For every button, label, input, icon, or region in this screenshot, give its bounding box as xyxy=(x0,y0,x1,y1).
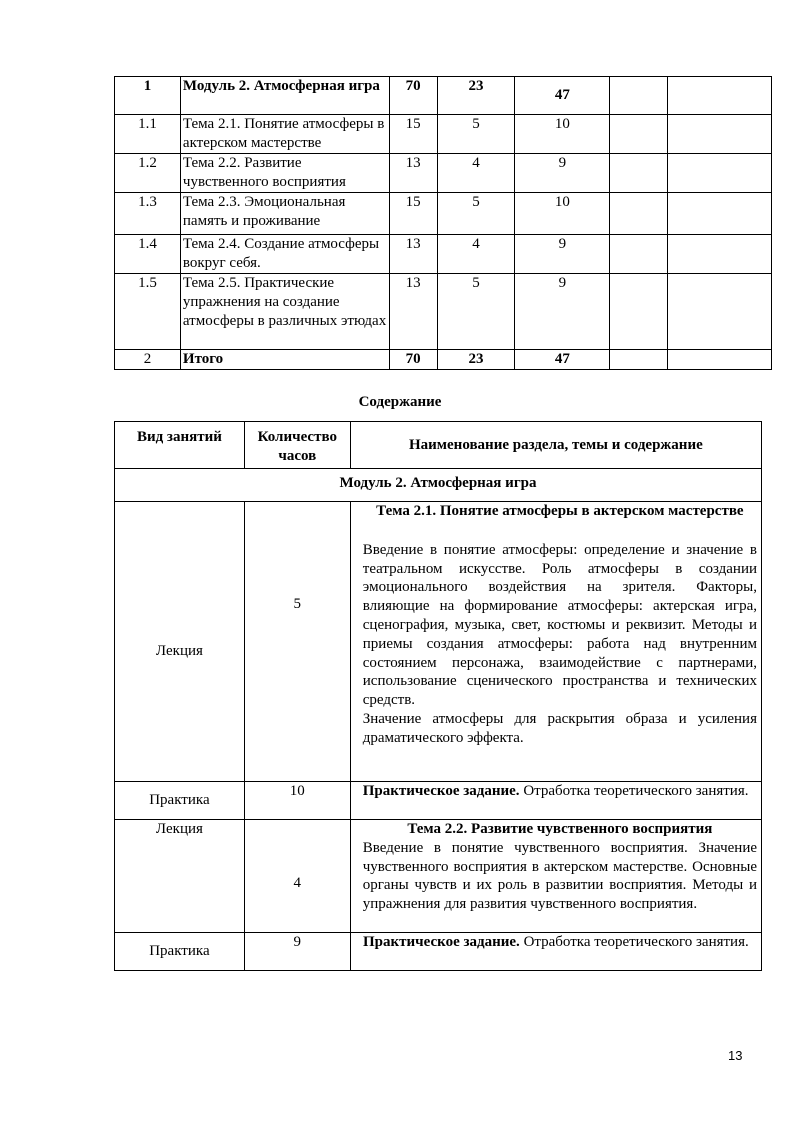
section-heading: Содержание xyxy=(358,394,442,410)
row-name: Тема 2.1. Понятие атмосферы в актерском мастерстве xyxy=(180,115,389,154)
row-practice: 10 xyxy=(515,193,610,235)
row-practice: 9 xyxy=(515,154,610,193)
header-type: Вид занятий xyxy=(115,422,245,469)
task-label: Практическое задание. xyxy=(363,934,520,950)
table-row xyxy=(115,820,762,933)
empty-cell xyxy=(668,274,772,350)
row-total: 13 xyxy=(389,154,437,193)
task-text: Отработка теоретического занятия. xyxy=(523,783,749,799)
header-title: Наименование раздела, темы и содержание xyxy=(350,422,761,469)
empty-cell xyxy=(610,235,668,274)
lesson-hours: 9 xyxy=(244,933,350,971)
table-row xyxy=(115,782,762,820)
task-label: Практическое задание. xyxy=(362,783,520,799)
page-number: 13 xyxy=(728,1048,743,1063)
header-hours: Количество часов xyxy=(244,422,350,469)
row-practice: 9 xyxy=(515,235,610,274)
empty-cell xyxy=(610,154,668,193)
row-number: 1 xyxy=(115,77,181,115)
row-name: Тема 2.4. Создание атмосферы вокруг себя. xyxy=(180,235,389,274)
topic-title: Тема 2.1. Понятие атмосферы в актерском мастерстве xyxy=(376,503,744,519)
row-number: 1.5 xyxy=(115,274,181,350)
table-row xyxy=(115,154,772,193)
lesson-type: Лекция xyxy=(115,502,245,782)
row-number: 1.3 xyxy=(115,193,181,235)
row-total: 13 xyxy=(389,235,437,274)
row-name: Тема 2.2. Развитие чувственного восприятия xyxy=(180,154,389,193)
empty-cell xyxy=(668,350,772,370)
lesson-type: Лекция xyxy=(115,820,245,933)
lesson-type: Практика xyxy=(115,933,245,971)
empty-cell xyxy=(668,154,772,193)
topic-title: Тема 2.2. Развитие чувственного восприятия xyxy=(407,821,713,837)
table-row xyxy=(115,350,772,370)
module-row xyxy=(115,469,762,502)
row-name: Итого xyxy=(180,350,389,370)
row-number: 2 xyxy=(115,350,181,370)
row-theory: 23 xyxy=(437,350,515,370)
table-row xyxy=(115,193,772,235)
table-row xyxy=(115,235,772,274)
empty-cell xyxy=(610,115,668,154)
row-practice: 47 xyxy=(515,77,610,115)
empty-cell xyxy=(610,350,668,370)
table-row xyxy=(115,115,772,154)
row-total: 13 xyxy=(389,274,437,350)
empty-cell xyxy=(668,115,772,154)
row-name: Модуль 2. Атмосферная игра xyxy=(180,77,389,115)
header-row xyxy=(115,422,762,469)
row-number: 1.4 xyxy=(115,235,181,274)
plan-table xyxy=(114,76,772,370)
row-theory: 4 xyxy=(437,154,515,193)
row-total: 70 xyxy=(389,350,437,370)
task-content xyxy=(350,933,761,971)
row-practice: 47 xyxy=(515,350,610,370)
row-number: 1.2 xyxy=(115,154,181,193)
row-practice: 9 xyxy=(515,274,610,350)
row-number: 1.1 xyxy=(115,115,181,154)
task-text: Отработка теоретического занятия. xyxy=(523,934,749,950)
module-title: Модуль 2. Атмосферная игра xyxy=(115,469,762,502)
lesson-hours: 10 xyxy=(244,782,350,820)
empty-cell xyxy=(610,274,668,350)
table-row xyxy=(115,77,772,115)
row-theory: 5 xyxy=(437,193,515,235)
lesson-content xyxy=(350,502,761,782)
row-theory: 5 xyxy=(437,115,515,154)
row-name: Тема 2.3. Эмоциональная память и проживание xyxy=(180,193,389,235)
row-theory: 23 xyxy=(437,77,515,115)
table-row xyxy=(115,502,762,782)
row-theory: 5 xyxy=(437,274,515,350)
topic-paragraph: Значение атмосферы для раскрытия образа и усиления драматического эффекта. xyxy=(362,710,757,746)
empty-cell xyxy=(610,77,668,115)
row-total: 15 xyxy=(389,193,437,235)
empty-cell xyxy=(668,193,772,235)
topic-paragraph: Введение в понятие атмосферы: определение и значение в театральном искусстве. Роль атмосферы в создании эмоционального воздействия на зрителя. Факторы, влияющие на формирование атмосферы: актерская игра, сценография, музыка, свет, костюмы и реквизит. Методы и приемы создания атмосферы: работа над внутренним состоянием персонажа, взаимодействие с партнерами, использование сценического пространства и технических средств. xyxy=(362,541,757,709)
lesson-hours: 5 xyxy=(244,502,350,782)
row-total: 70 xyxy=(389,77,437,115)
table-row xyxy=(115,933,762,971)
table-row xyxy=(115,274,772,350)
task-content xyxy=(350,782,761,820)
empty-cell xyxy=(610,193,668,235)
lesson-content xyxy=(350,820,761,933)
empty-cell xyxy=(668,235,772,274)
row-practice: 10 xyxy=(515,115,610,154)
lesson-hours: 4 xyxy=(244,820,350,933)
row-name: Тема 2.5. Практические упражнения на создание атмосферы в различных этюдах xyxy=(180,274,389,350)
row-theory: 4 xyxy=(437,235,515,274)
lesson-type: Практика xyxy=(115,782,245,820)
content-table xyxy=(114,421,762,971)
topic-paragraph: Введение в понятие чувственного восприятия. Значение чувственного восприятия в актерском мастерстве. Основные органы чувств и их роль в развитии восприятия. Методы и упражнения для развития чувственного восприятия. xyxy=(362,839,757,913)
empty-cell xyxy=(668,77,772,115)
row-total: 15 xyxy=(389,115,437,154)
